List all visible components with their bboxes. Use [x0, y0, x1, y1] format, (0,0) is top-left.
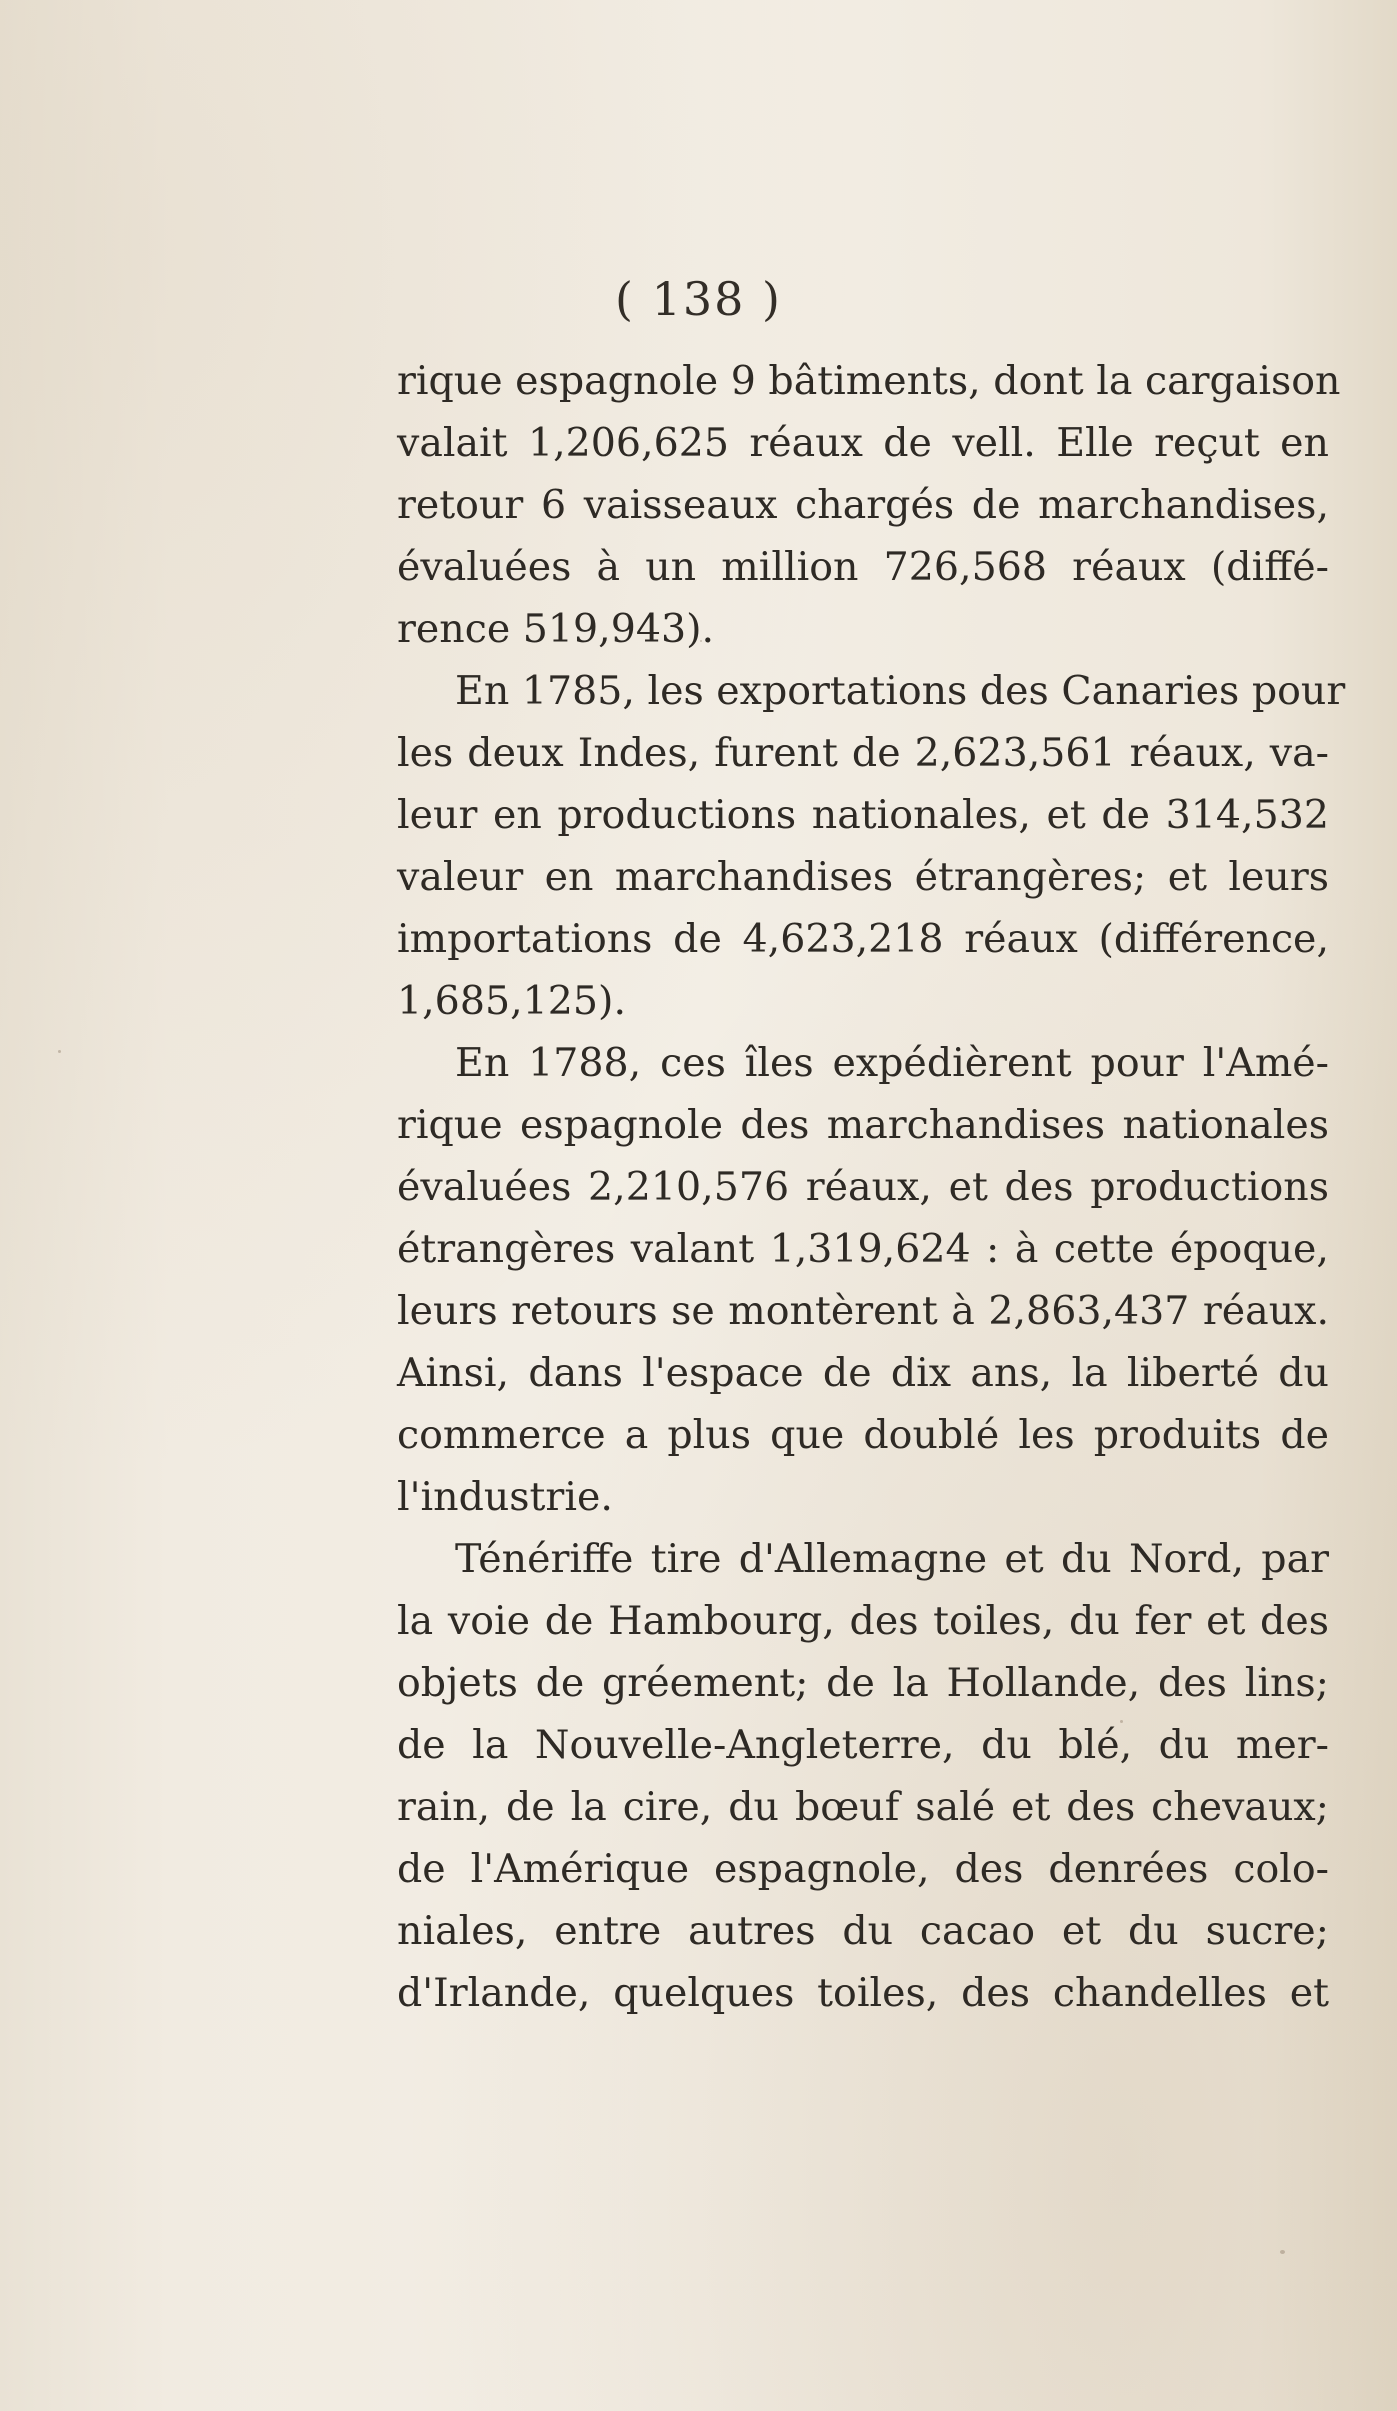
- paper-speck: [58, 1050, 61, 1053]
- text-line: valeur en marchandises étrangères; et leurs: [397, 854, 1329, 900]
- text-line: rique espagnole 9 bâtiments, dont la cargaison: [397, 358, 1341, 404]
- text-line: leur en productions nationales, et de 314,532: [397, 792, 1329, 838]
- text-line: niales, entre autres du cacao et du sucre;: [397, 1908, 1329, 1954]
- body-text: [397, 350, 1346, 2024]
- text-line: commerce a plus que doublé les produits de: [397, 1412, 1329, 1458]
- page-number: ( 138 ): [615, 272, 782, 326]
- text-line: l'industrie.: [397, 1474, 613, 1520]
- text-line: étrangères valant 1,319,624 : à cette époque,: [397, 1226, 1329, 1272]
- text-line: objets de gréement; de la Hollande, des lins;: [397, 1660, 1329, 1706]
- text-line: la voie de Hambourg, des toiles, du fer et des: [397, 1598, 1329, 1644]
- text-line: évaluées à un million 726,568 réaux (diffé-: [397, 544, 1329, 590]
- text-line: importations de 4,623,218 réaux (différence,: [397, 916, 1329, 962]
- text-line: rain, de la cire, du bœuf salé et des chevaux;: [397, 1784, 1329, 1830]
- text-line: retour 6 vaisseaux chargés de marchandises,: [397, 482, 1329, 528]
- text-line: Ainsi, dans l'espace de dix ans, la liberté du: [397, 1350, 1329, 1396]
- paper-speck: [1280, 2250, 1285, 2254]
- paragraph-start-line: En 1785, les exportations des Canaries pour: [455, 668, 1346, 714]
- text-line: de l'Amérique espagnole, des denrées colo-: [397, 1846, 1329, 1892]
- text-line: rique espagnole des marchandises nationales: [397, 1102, 1329, 1148]
- text-line: rence 519,943).: [397, 606, 715, 652]
- text-line: d'Irlande, quelques toiles, des chandelles et: [397, 1970, 1329, 2016]
- text-line: leurs retours se montèrent à 2,863,437 réaux.: [397, 1288, 1329, 1334]
- text-line: de la Nouvelle-Angleterre, du blé, du mer-: [397, 1722, 1329, 1768]
- paragraph-start-line: Ténériffe tire d'Allemagne et du Nord, par: [455, 1536, 1329, 1582]
- paragraph-start-line: En 1788, ces îles expédièrent pour l'Amé-: [455, 1040, 1329, 1086]
- text-line: 1,685,125).: [397, 978, 626, 1024]
- text-line: valait 1,206,625 réaux de vell. Elle reçut en: [397, 420, 1329, 466]
- text-line: les deux Indes, furent de 2,623,561 réaux, va-: [397, 730, 1329, 776]
- text-line: évaluées 2,210,576 réaux, et des productions: [397, 1164, 1329, 1210]
